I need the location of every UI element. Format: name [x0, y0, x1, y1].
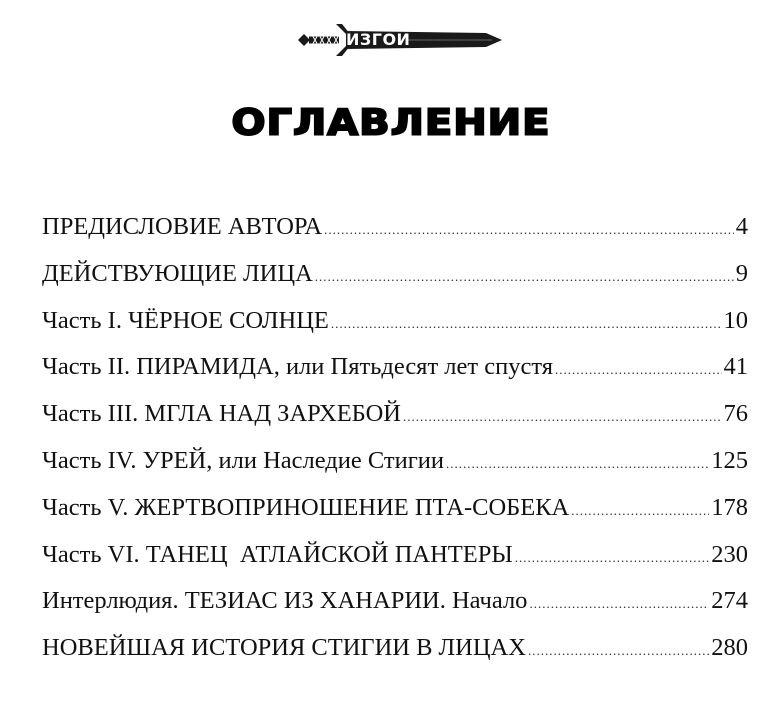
toc-entry-label: Часть III. МГЛА НАД ЗАРХЕБОЙ	[42, 400, 401, 428]
toc-page-number: 274	[711, 587, 748, 615]
toc-entry-label: ДЕЙСТВУЮЩИЕ ЛИЦА	[42, 259, 313, 287]
toc-entry[interactable]	[42, 344, 748, 391]
toc-dot-leader	[315, 254, 734, 301]
table-of-contents	[42, 204, 748, 672]
toc-page-number: 178	[711, 493, 748, 521]
toc-page-number: 10	[723, 306, 748, 334]
toc-entry-label: ПРЕДИСЛОВИЕ АВТОРА	[42, 213, 323, 240]
toc-page-number: 9	[735, 259, 748, 287]
toc-dot-leader	[571, 488, 709, 535]
toc-dot-leader	[515, 535, 710, 582]
toc-entry-label: Интерлюдия. ТЕЗИАС ИЗ ХАНАРИИ. Начало	[42, 587, 528, 615]
toc-entry-label: Часть V. ЖЕРТВОПРИНОШЕНИЕ ПТА-СОБЕКА	[42, 493, 570, 521]
toc-dot-leader	[555, 347, 722, 394]
logo-text: ИЗГОИ	[346, 30, 411, 49]
toc-page-number: 230	[711, 540, 748, 568]
toc-dot-leader	[529, 581, 709, 628]
page-title: ОГЛАВЛЕНИЕ	[231, 102, 551, 144]
toc-entry-label: Часть I. ЧЁРНОЕ СОЛНЦЕ	[42, 306, 329, 334]
toc-entry-label: НОВЕЙШАЯ ИСТОРИЯ СТИГИИ В ЛИЦАХ	[42, 634, 526, 662]
toc-page-number: 280	[711, 634, 748, 662]
toc-page-number: 4	[735, 213, 748, 240]
toc-page-number: 125	[711, 446, 748, 474]
toc-dot-leader	[331, 301, 722, 348]
toc-entry[interactable]	[42, 251, 748, 298]
toc-entry[interactable]	[42, 485, 748, 532]
toc-entry-label: Часть II. ПИРАМИДА, или Пятьдесят лет спустя	[42, 353, 553, 381]
toc-entry-label: Часть IV. УРЕЙ, или Наследие Стигии	[42, 446, 444, 474]
toc-entry[interactable]	[42, 298, 748, 345]
toc-entry[interactable]	[42, 625, 748, 672]
toc-dot-leader	[446, 441, 709, 488]
toc-page-number: 41	[723, 353, 748, 381]
toc-entry[interactable]	[42, 578, 748, 625]
toc-page-number: 76	[723, 400, 748, 428]
toc-dot-leader	[528, 628, 709, 675]
toc-entry[interactable]	[42, 204, 748, 251]
logo	[296, 22, 506, 58]
toc-dot-leader	[324, 207, 734, 254]
toc-entry-label: Часть VI. ТАНЕЦ АТЛАЙСКОЙ ПАНТЕРЫ	[42, 540, 513, 568]
toc-entry[interactable]	[42, 391, 748, 438]
toc-dot-leader	[403, 394, 722, 441]
toc-entry[interactable]	[42, 532, 748, 579]
toc-entry[interactable]	[42, 438, 748, 485]
